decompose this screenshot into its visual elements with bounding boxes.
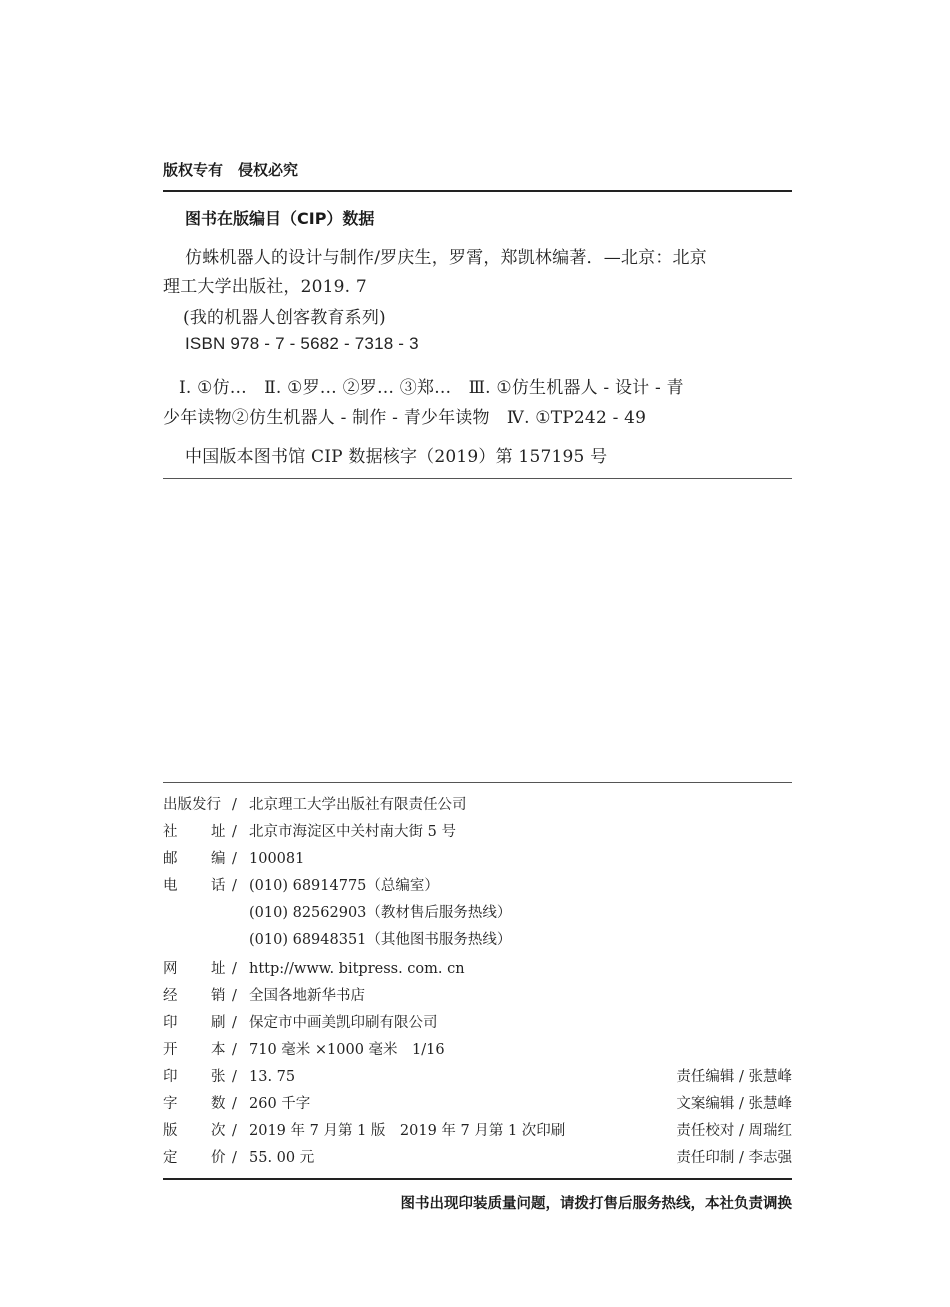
imprint-top-rule — [163, 782, 792, 783]
slash-separator: / — [232, 851, 237, 867]
printer-label-b: 刷 — [211, 1015, 226, 1031]
slash-separator: / — [232, 1123, 237, 1139]
address-label-b: 址 — [211, 824, 226, 840]
phone-value-3: (010) 68948351（其他图书服务热线） — [249, 932, 512, 948]
slash-separator: / — [232, 961, 237, 977]
words-value: 260 千字 — [249, 1096, 311, 1112]
words-label-b: 数 — [211, 1096, 226, 1112]
imprint-bottom-rule — [163, 1178, 792, 1180]
cip-classification-line2: 少年读物②仿生机器人 - 制作 - 青少年读物 Ⅳ. ①TP242 - 49 — [163, 408, 647, 428]
quality-notice: 图书出现印装质量问题，请拨打售后服务热线，本社负责调换 — [400, 1196, 792, 1212]
sheets-label-a: 印 — [163, 1069, 178, 1085]
printer-label-a: 印 — [163, 1015, 178, 1031]
slash-separator: / — [232, 988, 237, 1004]
slash-separator: / — [232, 1015, 237, 1031]
postcode-label-a: 邮 — [163, 851, 178, 867]
publisher-value: 北京理工大学出版社有限责任公司 — [249, 797, 467, 813]
cip-classification-line1: Ⅰ. ①仿… Ⅱ. ①罗… ②罗… ③郑… Ⅲ. ①仿生机器人 - 设计 - 青 — [179, 378, 684, 398]
address-value: 北京市海淀区中关村南大街 5 号 — [249, 824, 456, 840]
words-label-a: 字 — [163, 1096, 178, 1112]
address-label-a: 社 — [163, 824, 178, 840]
print-manager: 责任印制 / 李志强 — [676, 1150, 792, 1166]
slash-separator: / — [232, 797, 237, 813]
slash-separator: / — [232, 824, 237, 840]
website-value: http://www. bitpress. com. cn — [249, 961, 465, 977]
cip-title-line2: 理工大学出版社，2019. 7 — [163, 277, 367, 297]
distributor-label-a: 经 — [163, 988, 178, 1004]
cip-isbn: ISBN 978 - 7 - 5682 - 7318 - 3 — [185, 334, 419, 353]
website-label-b: 址 — [211, 961, 226, 977]
price-label-a: 定 — [163, 1150, 178, 1166]
postcode-value: 100081 — [249, 851, 305, 867]
distributor-value: 全国各地新华书店 — [249, 988, 365, 1004]
phone-value-2: (010) 82562903（教材售后服务热线） — [249, 905, 512, 921]
slash-separator: / — [232, 1042, 237, 1058]
cip-title-line1: 仿蛛机器人的设计与制作/罗庆生，罗霄，郑凯林编著．—北京：北京 — [185, 248, 707, 268]
slash-separator: / — [232, 1096, 237, 1112]
copyright-notice: 版权专有 侵权必究 — [163, 161, 299, 179]
cip-series: (我的机器人创客教育系列) — [183, 308, 386, 328]
top-rule — [163, 190, 792, 192]
publisher-label: 出版发行 — [163, 797, 221, 813]
price-value: 55. 00 元 — [249, 1150, 315, 1166]
cip-library-record: 中国版本图书馆 CIP 数据核字（2019）第 157195 号 — [185, 447, 608, 467]
format-label-a: 开 — [163, 1042, 178, 1058]
proofreader: 责任校对 / 周瑞红 — [676, 1123, 792, 1139]
printer-value: 保定市中画美凯印刷有限公司 — [249, 1015, 438, 1031]
cip-heading: 图书在版编目（CIP）数据 — [185, 209, 375, 228]
phone-value-1: (010) 68914775（总编室） — [249, 878, 439, 894]
format-label-b: 本 — [211, 1042, 226, 1058]
edition-label-b: 次 — [211, 1123, 226, 1139]
phone-label-b: 话 — [211, 878, 226, 894]
sheets-label-b: 张 — [211, 1069, 226, 1085]
distributor-label-b: 销 — [211, 988, 226, 1004]
sheets-value: 13. 75 — [249, 1069, 296, 1085]
slash-separator: / — [232, 1069, 237, 1085]
format-value: 710 毫米 ×1000 毫米 1/16 — [249, 1042, 445, 1058]
price-label-b: 价 — [211, 1150, 226, 1166]
responsible-editor: 责任编辑 / 张慧峰 — [676, 1069, 792, 1085]
phone-label-a: 电 — [163, 878, 178, 894]
edition-label-a: 版 — [163, 1123, 178, 1139]
postcode-label-b: 编 — [211, 851, 226, 867]
copy-editor: 文案编辑 / 张慧峰 — [676, 1096, 792, 1112]
edition-value: 2019 年 7 月第 1 版 2019 年 7 月第 1 次印刷 — [249, 1123, 566, 1139]
slash-separator: / — [232, 1150, 237, 1166]
website-label-a: 网 — [163, 961, 178, 977]
cip-bottom-rule — [163, 478, 792, 479]
slash-separator: / — [232, 878, 237, 894]
